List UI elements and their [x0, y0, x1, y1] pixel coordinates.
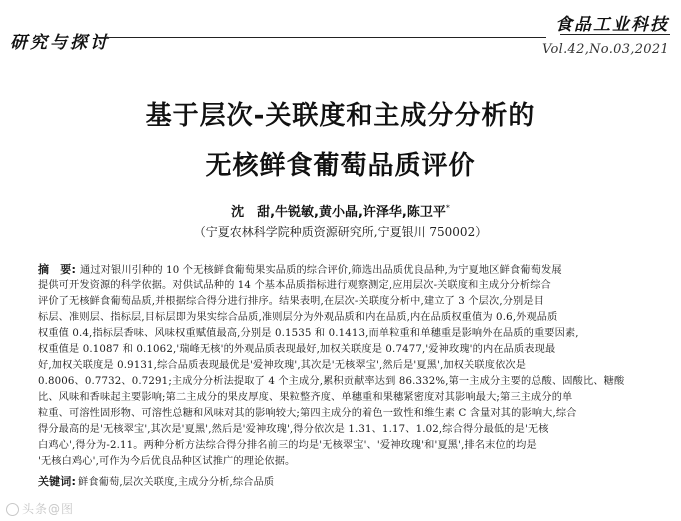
paper-title-line-1: 基于层次-关联度和主成分分析的: [145, 101, 536, 131]
paper-title-line-2: 无核鲜食葡萄品质评价: [205, 151, 476, 181]
keywords-line: [38, 475, 643, 489]
abstract-line: 粒重、可溶性固形物、可溶性总糖和风味对其的影响较大;第四主成分的着色一致性和维生素 C 含量对其的影响大,综合: [38, 408, 577, 419]
abstract-line: 提供可开发资源的科学依据。对供试品种的 14 个基本品质指标进行观察测定,应用层次-关联度和主成分分析综合: [38, 280, 551, 291]
abstract-line: 评价了无核鲜食葡萄品质,并根据综合得分进行排序。结果表明,在层次-关联度分析中,建立了 3 个层次,分别是目: [38, 296, 545, 307]
abstract-line: 得分最高的是'无核翠宝',其次是'夏黑',然后是'爱神玫瑰',得分依次是 1.31、1.17、1.02,综合得分最低的是'无核: [38, 424, 549, 435]
author-names: 沈 甜,牛锐敏,黄小晶,许泽华,陈卫平: [231, 205, 446, 220]
corresponding-mark: *: [445, 203, 450, 213]
abstract-line: 比、风味和香味起主要影响;第二主成分的果皮厚度、果粒整齐度、单穗重和果穗紧密度对其影响最大;第三主成分的单: [38, 392, 573, 403]
volume-info: Vol.42,No.03,2021: [542, 42, 669, 57]
abstract-line: 权重值是 0.1087 和 0.1062,'瑞峰无核'的外观品质表现最好,加权关联度是 0.7477,'爱神玫瑰'的内在品质表现最: [38, 344, 556, 355]
author-list: [0, 201, 681, 220]
abstract-line: 标层、准则层、指标层,目标层即为果实综合品质,准则层分为外观品质和内在品质,内在品质权重值为 0.6,外观品质: [38, 312, 558, 323]
abstract-line: 白鸡心',得分为-2.11。两种分析方法综合得分排名前三的均是'无核翠宝'、'爱神玫瑰'和'夏黑',排名末位的均是: [38, 440, 537, 451]
abstract-text: 通过对银川引种的 10 个无核鲜食葡萄果实品质的综合评价,筛选出品质优良品种,为宁夏地区鲜食葡萄发展: [80, 265, 562, 276]
abstract-label: 摘 要:: [38, 263, 76, 276]
section-heading: 研究与探讨: [10, 33, 110, 53]
abstract-line: 权重值 0.4,指标层香味、风味权重赋值最高,分别是 0.1535 和 0.1413,而单粒重和单穗重是影响外在品质的重要因素,: [38, 328, 579, 339]
affiliation: （宁夏农林科学院种质资源研究所,宁夏银川 750002）: [193, 225, 488, 239]
abstract-line: 0.8006、0.7732、0.7291;主成分分析法提取了 4 个主成分,累积贡献率达到 86.332%,第一主成分主要的总酸、固酸比、糖酸: [38, 376, 625, 387]
abstract-line: [38, 263, 643, 277]
watermark-logo-icon: [6, 503, 19, 516]
header-rule: [96, 37, 546, 38]
abstract-line: 好,加权关联度是 0.9131,综合品质表现最优是'爱神玫瑰',其次是'无核翠宝',然后是'夏黑',加权关联度依次是: [38, 360, 527, 371]
keywords-label: 关键词:: [38, 475, 76, 488]
journal-name: 食品工业科技: [555, 15, 669, 35]
watermark-text: 头条@图: [22, 502, 75, 516]
keywords-text: 鲜食葡萄,层次关联度,主成分分析,综合品质: [78, 477, 275, 488]
abstract-line: '无核白鸡心',可作为今后优良品种区试推广的理论依据。: [38, 456, 296, 467]
watermark: [6, 500, 74, 517]
